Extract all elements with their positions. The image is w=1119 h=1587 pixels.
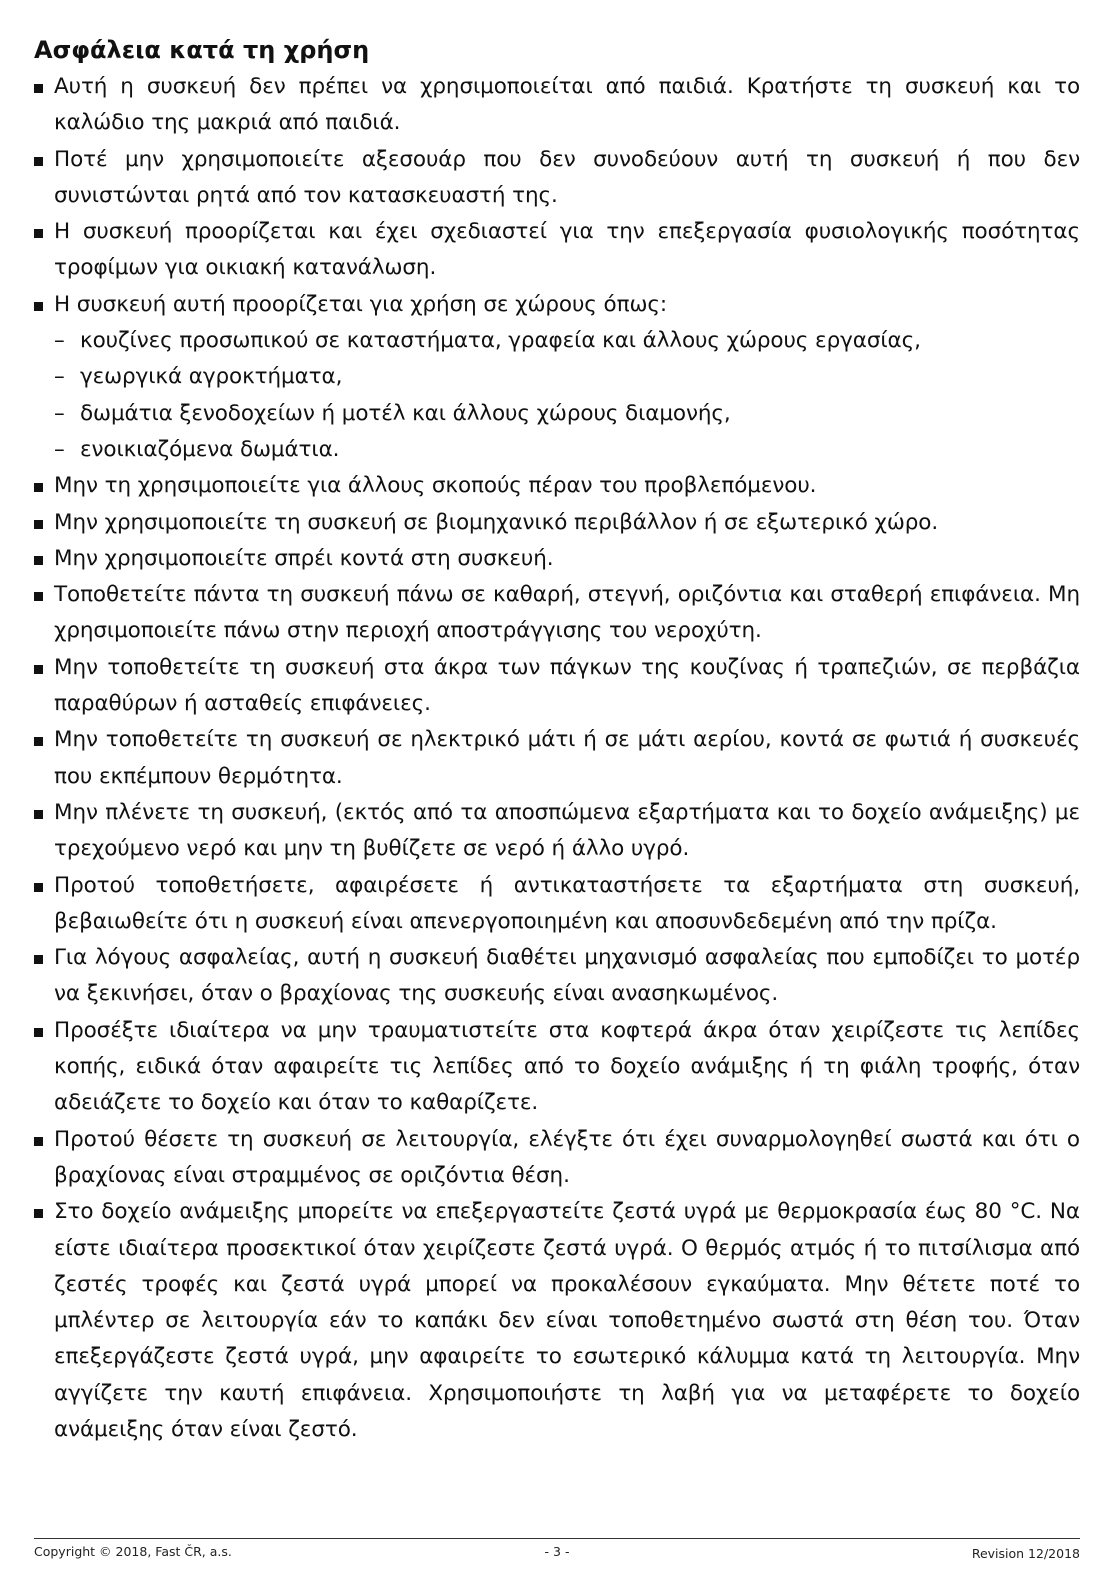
list-item-text: Μην τοποθετείτε τη συσκευή σε ηλεκτρικό μάτι ή σε μάτι αερίου, κοντά σε φωτιά ή συσκευές που εκπέμπουν θερμότητα. (54, 727, 1080, 789)
revision-text: Revision 12/2018 (971, 1546, 1080, 1561)
list-item (34, 541, 1080, 577)
sublist-item (54, 359, 1080, 395)
safety-list (34, 69, 1080, 1448)
list-item-text: Ποτέ μην χρησιμοποιείτε αξεσουάρ που δεν συνοδεύουν αυτή τη συσκευή ή που δεν συνιστώνται ρητά από τον κατασκευαστή της. (54, 146, 1080, 208)
bullet-icon (34, 1028, 43, 1037)
list-item (34, 287, 1080, 323)
bullet-icon (34, 520, 43, 529)
document-page (34, 34, 1080, 1448)
dash-marker: – (54, 364, 65, 390)
bullet-icon (34, 737, 43, 746)
bullet-icon (34, 883, 43, 892)
sublist-item-text: γεωργικά αγροκτήματα, (80, 364, 343, 390)
list-item (34, 940, 1080, 1013)
list-item (34, 577, 1080, 650)
bullet-icon (34, 556, 43, 565)
list-item-text: Αυτή η συσκευή δεν πρέπει να χρησιμοποιείται από παιδιά. Κρατήστε τη συσκευή και το καλώδιο της μακριά από παιδιά. (54, 74, 1080, 136)
list-item (34, 214, 1080, 287)
list-item (34, 69, 1080, 142)
sublist-item (54, 323, 1080, 359)
sublist-item-text: κουζίνες προσωπικού σε καταστήματα, γραφεία και άλλους χώρους εργασίας, (80, 328, 921, 354)
list-item (34, 1013, 1080, 1122)
bullet-icon (34, 810, 43, 819)
list-item-text: Προτού θέσετε τη συσκευή σε λειτουργία, ελέγξτε ότι έχει συναρμολογηθεί σωστά και ότι ο βραχίονας είναι στραμμένος σε οριζόντια θέση. (54, 1126, 1080, 1188)
list-item (34, 1194, 1080, 1448)
list-item (34, 142, 1080, 215)
list-item (34, 868, 1080, 941)
sublist-item-text: ενοικιαζόμενα δωμάτια. (80, 436, 340, 462)
list-item-text: Η συσκευή προορίζεται και έχει σχεδιαστεί για την επεξεργασία φυσιολογικής ποσότητας τροφίμων για οικιακή κατανάλωση. (54, 219, 1080, 281)
list-item-text: Μην πλένετε τη συσκευή, (εκτός από τα αποσπώμενα εξαρτήματα και το δοχείο ανάμειξης) με τρεχούμενο νερό και μην τη βυθίζετε σε νερό ή άλλο υγρό. (54, 799, 1080, 862)
sublist-item (54, 396, 1080, 432)
bullet-icon (34, 483, 43, 492)
list-item (34, 1122, 1080, 1195)
list-item-text: Μην χρησιμοποιείτε τη συσκευή σε βιομηχανικό περιβάλλον ή σε εξωτερικό χώρο. (54, 509, 939, 535)
list-item (34, 468, 1080, 504)
list-item-text: Προτού τοποθετήσετε, αφαιρέσετε ή αντικαταστήσετε τα εξαρτήματα στη συσκευή, βεβαιωθείτε ότι η συσκευή είναι απενεργοποιημένη και αποσυνδεδεμένη από την πρίζα. (54, 872, 1080, 934)
bullet-icon (34, 955, 43, 964)
bullet-icon (34, 229, 43, 238)
list-item-text: Μην χρησιμοποιείτε σπρέι κοντά στη συσκευή. (54, 545, 554, 571)
list-item-text: Στο δοχείο ανάμειξης μπορείτε να επεξεργαστείτε ζεστά υγρά με θερμοκρασία έως 80 °C. Να είστε ιδιαίτερα προσεκτικοί όταν χειρίζεστε ζεστά υγρά. Ο θερμός ατμός ή το πιτσίλισμα από ζεστές τροφές και ζεστά υγρά μπορεί να προκαλέσουν εγκαύματα. Μην θέτετε ποτέ το μπλέντερ σε λειτουργία εάν το καπάκι δεν είναι τοποθετημένο σωστά στη θέση του. Όταν επεξεργάζεστε ζεστά υγρά, μην αφαιρείτε το εσωτερικό κάλυμμα κατά τη λειτουργία. Μην αγγίζετε την καυτή επιφάνεια. Χρησιμοποιήστε τη λαβή για να μεταφέρετε το δοχείο ανάμειξης όταν είναι ζεστό. (54, 1199, 1080, 1442)
list-item (34, 650, 1080, 723)
bullet-icon (34, 592, 43, 601)
list-item (34, 505, 1080, 541)
dash-marker: – (54, 436, 65, 462)
list-item-text: Για λόγους ασφαλείας, αυτή η συσκευή διαθέτει μηχανισμό ασφαλείας που εμποδίζει το μοτέρ να ξεκινήσει, όταν ο βραχίονας της συσκευής είναι ανασηκωμένος. (54, 945, 1080, 1007)
bullet-icon (34, 665, 43, 674)
dash-marker: – (54, 400, 65, 426)
bullet-icon (34, 302, 43, 311)
list-item-text: Μην τοποθετείτε τη συσκευή στα άκρα των πάγκων της κουζίνας ή τραπεζιών, σε περβάζια παραθύρων ή ασταθείς επιφάνειες. (54, 654, 1080, 717)
copyright-text: Copyright © 2018, Fast ČR, a.s. (34, 1544, 232, 1559)
page-footer (34, 1538, 1080, 1569)
bullet-icon (34, 1209, 43, 1218)
list-item-text: Τοποθετείτε πάντα τη συσκευή πάνω σε καθαρή, στεγνή, οριζόντια και σταθερή επιφάνεια. Μη χρησιμοποιείτε πάνω στην περιοχή αποστράγγισης του νεροχύτη. (54, 582, 1080, 644)
list-item (34, 795, 1080, 868)
bullet-icon (34, 1137, 43, 1146)
list-item-text: Μην τη χρησιμοποιείτε για άλλους σκοπούς πέραν του προβλεπόμενου. (54, 473, 817, 499)
sublist-container (34, 323, 1080, 468)
sublist-item (54, 432, 1080, 468)
section-title: Ασφάλεια κατά τη χρήση (34, 36, 370, 64)
location-sublist (54, 323, 1080, 468)
page-number: - 3 - (544, 1544, 570, 1559)
list-item-text: Η συσκευή αυτή προορίζεται για χρήση σε χώρους όπως: (54, 291, 668, 317)
bullet-icon (34, 84, 43, 93)
sublist-item-text: δωμάτια ξενοδοχείων ή μοτέλ και άλλους χώρους διαμονής, (80, 400, 731, 426)
bullet-icon (34, 157, 43, 166)
dash-marker: – (54, 328, 65, 354)
list-item-text: Προσέξτε ιδιαίτερα να μην τραυματιστείτε στα κοφτερά άκρα όταν χειρίζεστε τις λεπίδες κοπής, ειδικά όταν αφαιρείτε τις λεπίδες από το δοχείο ανάμιξης ή τη φιάλη τροφής, όταν αδειάζετε το δοχείο και όταν το καθαρίζετε. (54, 1017, 1080, 1116)
list-item (34, 722, 1080, 795)
